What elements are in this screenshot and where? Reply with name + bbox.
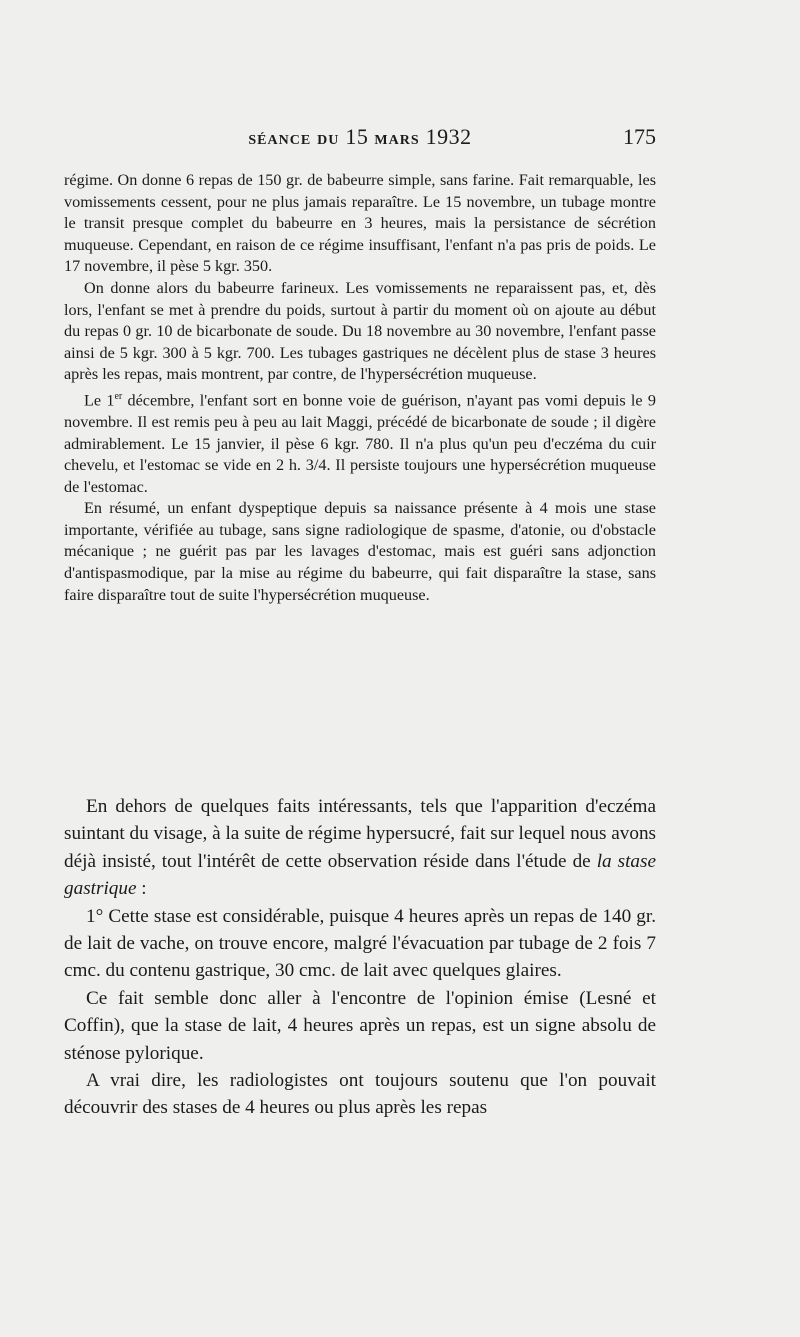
paragraph: A vrai dire, les radiologistes ont toujours soutenu que l'on pouvait découvrir des stases de 4 heures ou plus après les repas bbox=[64, 1070, 656, 1119]
text-run: Le 1 bbox=[84, 391, 115, 410]
header-title bbox=[64, 124, 656, 150]
header-year: 1932 bbox=[425, 124, 472, 149]
paragraph: En résumé, un enfant dyspeptique depuis sa naissance présente à 4 mois une stase importante, vérifiée au tubage, sans signe radiologique de spasme, d'atonie, ou d'obstacle mécanique ; ne guérit pas par les lavages d'estomac, mais est guéri sans adjonction d'antispasmodique, par la mise au régime du babeurre, qui fait disparaître la stase, sans faire disparaître tout de suite l'hypersécrétion muqueuse. bbox=[64, 499, 656, 604]
discussion-text bbox=[64, 793, 656, 1122]
text-run: : bbox=[136, 878, 147, 900]
header-seance: SÉANCE bbox=[248, 133, 312, 148]
text-run: décembre, l'enfant sort en bonne voie de guérison, n'ayant pas vomi depuis le 9 novembre. Il est remis peu à peu au lait Maggi, précédé de bicarbonate de soude ; il digère admirablement. Le 15 janvier, il pèse 6 kgr. 780. Il n'a plus qu'un peu d'eczéma du cuir chevelu, et l'estomac se vide en 2 h. 3/4. Il persiste toujours une hypersécrétion muqueuse de l'estomac. bbox=[64, 391, 656, 496]
paragraph: On donne alors du babeurre farineux. Les vomissements ne reparaissent pas, et, dès lors, l'enfant se met à prendre du poids, surtout à partir du moment où on ajoute au début du repas 0 gr. 10 de bicarbonate de soude. Du 18 novembre au 30 novembre, l'enfant passe ainsi de 5 kgr. 300 à 5 kgr. 700. Les tubages gastriques ne décèlent plus de stase 3 heures après les repas, mais montrent, par contre, de l'hypersécrétion muqueuse. bbox=[64, 278, 656, 384]
paragraph bbox=[64, 793, 656, 903]
paragraph: 1° Cette stase est considérable, puisque 4 heures après un repas de 140 gr. de lait de vache, on trouve encore, malgré l'évacuation par tubage de 2 fois 7 cmc. du contenu gastrique, 30 cmc. de lait avec quelques glaires. bbox=[64, 905, 656, 982]
running-header bbox=[64, 124, 656, 154]
paragraph: régime. On donne 6 repas de 150 gr. de babeurre simple, sans farine. Fait remarquable, les vomissements cessent, pour ne plus jamais reparaître. Le 15 novembre, un tubage montre le transit presque complet du babeurre en 3 heures, mais la persistance de sécrétion muqueuse. Cependant, en raison de ce régime insuffisant, l'enfant n'a pas pris de poids. Le 17 novembre, il pèse 5 kgr. 350. bbox=[64, 171, 656, 276]
header-day: 15 bbox=[345, 124, 369, 149]
paragraph: Ce fait semble donc aller à l'encontre de l'opinion émise (Lesné et Coffin), que la stase de lait, 4 heures après un repas, est un signe absolu de sténose pylorique. bbox=[64, 987, 656, 1064]
italic-term: la stase gastrique bbox=[64, 850, 656, 900]
case-report-text bbox=[64, 170, 656, 606]
header-du: DU bbox=[317, 133, 340, 148]
page-number: 175 bbox=[623, 124, 656, 149]
text-run: En dehors de quelques faits intéressants, tels que l'apparition d'eczéma suintant du visage, à la suite de régime hypersucré, fait sur lequel nous avons déjà insisté, tout l'intérêt de cette observation réside dans l'étude de bbox=[64, 796, 656, 872]
paragraph bbox=[64, 386, 656, 498]
header-month: MARS bbox=[374, 133, 420, 148]
superscript: er bbox=[114, 390, 123, 402]
